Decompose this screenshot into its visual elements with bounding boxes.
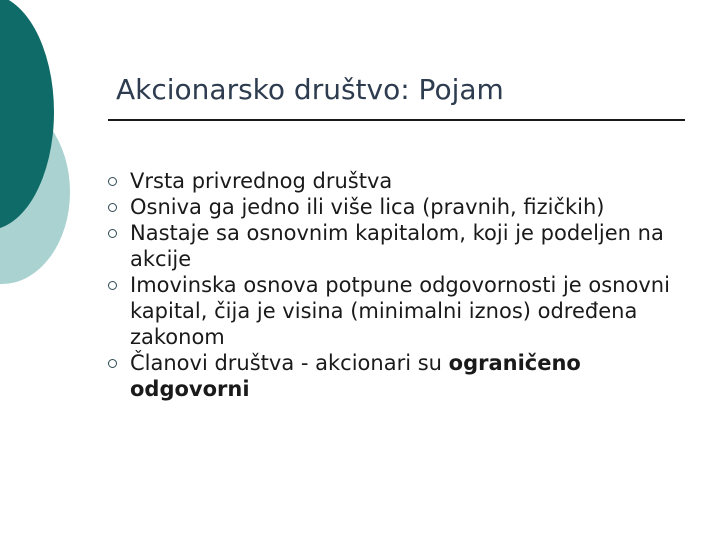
title-underline xyxy=(108,119,685,121)
bullet-text: Imovinska osnova potpune odgovornosti je osnovni kapital, čija je visina (minimalni iznos) određena zakonom xyxy=(130,273,670,349)
bullet-item xyxy=(108,168,678,194)
circle-bullet-icon xyxy=(108,203,117,212)
bullet-text: Nastaje sa osnovnim kapitalom, koji je podeljen na akcije xyxy=(130,221,664,271)
bullet-text: Članovi društva - akcionari su xyxy=(130,351,449,375)
circle-bullet-icon xyxy=(108,281,117,290)
bullet-list xyxy=(108,168,678,402)
circle-bullet-icon xyxy=(108,359,117,368)
bullet-item xyxy=(108,194,678,220)
bullet-bold-text: ograničeno odgovorni xyxy=(130,351,581,401)
slide-title: Akcionarsko društvo: Pojam xyxy=(116,73,504,106)
circle-bullet-icon xyxy=(108,229,117,238)
bullet-item xyxy=(108,272,678,350)
circle-bullet-icon xyxy=(108,177,117,186)
bullet-item xyxy=(108,220,678,272)
bullet-text: Vrsta privrednog društva xyxy=(130,169,393,193)
bullet-item xyxy=(108,350,678,402)
bullet-text: Osniva ga jedno ili više lica (pravnih, fizičkih) xyxy=(130,195,605,219)
